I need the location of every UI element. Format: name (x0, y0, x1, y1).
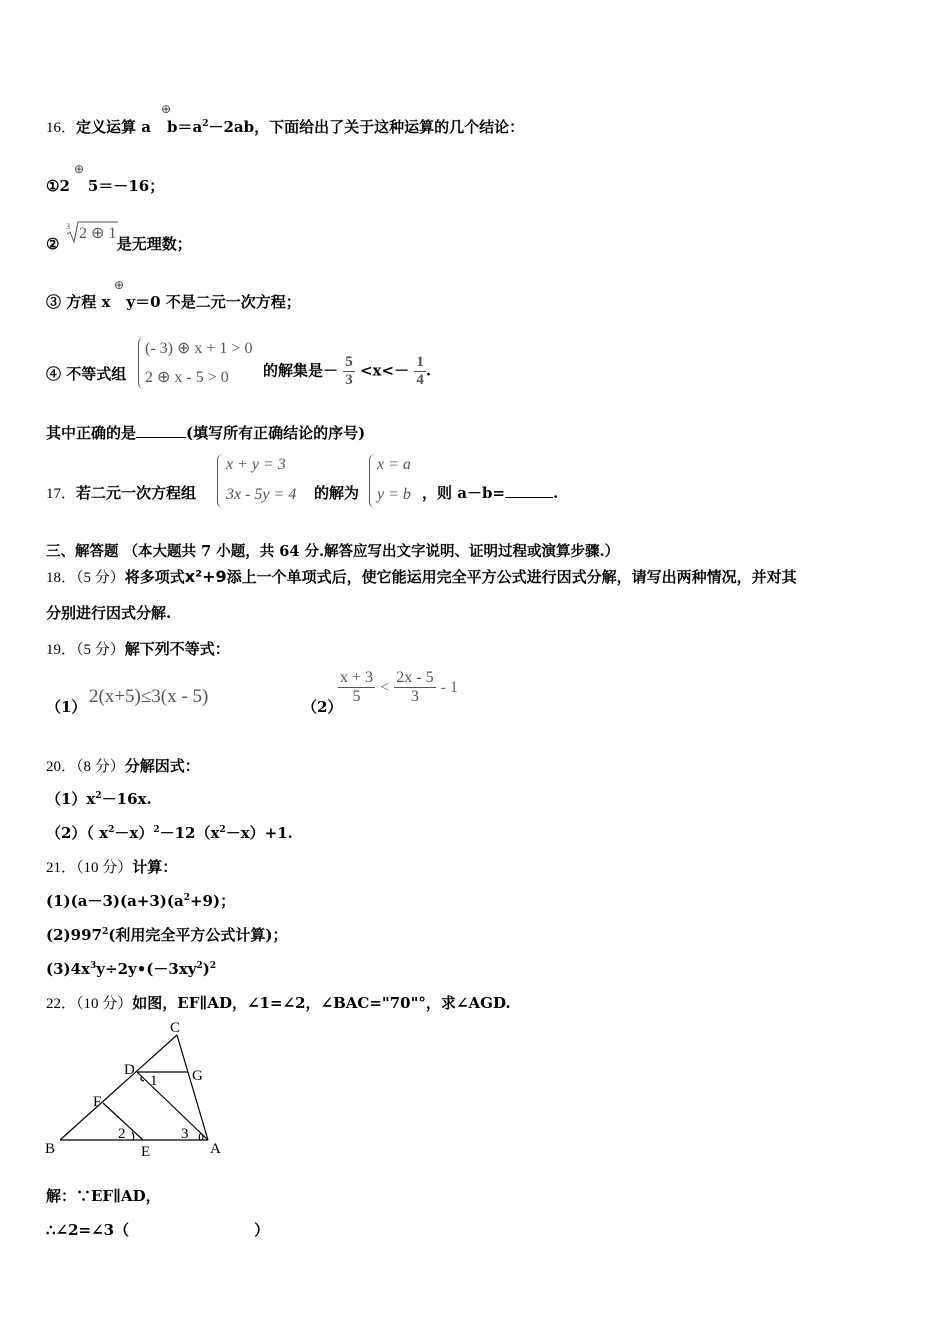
label-C: C (170, 1020, 181, 1036)
q20-stem: 20．（8 分）分解因式： (46, 757, 200, 775)
q18-line2: 分别进行因式分解. (46, 604, 172, 622)
q18-stem: 18．（5 分）将多项式x²+9添上一个单项式后，使它能运用完全平方公式进行因式分解，请写出两种情况，并对其 (46, 567, 797, 586)
equation-1: x + y = 3 (226, 456, 286, 473)
segment-CA (177, 1035, 208, 1140)
q16-conclusion-4-tail: 的解集是－ $\frac{5}{3}$ <x<－ $\frac{1}{4}$ . (263, 354, 432, 388)
oplus-symbol: ⊕ (74, 162, 85, 176)
q17-tail: ，则 a－b= . (422, 484, 559, 502)
label-G: G (192, 1068, 203, 1084)
label-angle-2: 2 (118, 1126, 126, 1142)
q19-part1-label: （1） (46, 698, 87, 716)
q19-part1-expr: 2(x+5)≤3(x - 5) (89, 686, 209, 707)
system-brace (138, 337, 145, 389)
q21-part2: $(2)997^2$(利用完全平方公式计算)； (46, 926, 288, 944)
q20-part1: $(1)x^2-16x$. (46, 790, 152, 808)
q17-stem: 17．若二元一次方程组 (46, 484, 197, 502)
label-E: E (141, 1144, 151, 1160)
label-D: D (124, 1062, 135, 1078)
oplus-symbol: ⊕ (114, 278, 125, 292)
angle-bac-arc (202, 1134, 203, 1140)
q16-conclusion-3: ③ 方程 x y＝0 不是二元一次方程； (46, 293, 301, 311)
angle-3-arc (199, 1133, 201, 1140)
label-angle-3: 3 (181, 1126, 189, 1142)
q16-conclusion-2: ② 是无理数； (46, 235, 192, 253)
q19-part2-label: （2） (302, 698, 343, 716)
solution-2: y = b (377, 486, 411, 503)
q19-part2-expr: $\frac{x + 3}{5}$ < $\frac{2x - 5}{3}$ - 1 (340, 669, 458, 705)
fraction-1-4: $\frac{1}{4}$ (416, 354, 424, 388)
geometry-figure (40, 1018, 240, 1163)
system-brace (217, 454, 224, 508)
q21-stem: 21．（10 分）计算： (46, 858, 178, 876)
q16-conclusion-4-label: ④ 不等式组 (46, 365, 127, 383)
solution-1: x = a (377, 456, 411, 473)
system-brace (369, 454, 376, 508)
q19-stem: 19．（5 分）解下列不等式： (46, 640, 230, 658)
q22-stem: 22．（10 分）如图，EF∥AD，∠1=∠2，∠BAC="70"°，求∠AGD. (46, 994, 511, 1012)
q20-part2: （2）（ $x^2-x)^2-12(x^2-x)+1$. (46, 824, 293, 842)
fraction-5-3: $\frac{5}{3}$ (345, 354, 353, 388)
q21-part1: $(1)(a-3)(a+3)(a^2+9)$； (46, 892, 236, 910)
cube-root-radicand: 2 ⊕ 1 (79, 225, 117, 242)
inequality-2: 2 ⊕ x - 5 > 0 (145, 369, 229, 386)
q16-number: 16． (46, 120, 77, 136)
fraction: $\frac{2x - 5}{3}$ (396, 669, 434, 705)
section-heading: 三、解答题 （本大题共 7 小题，共 64 分.解答应写出文字说明、证明过程或演算步骤.） (46, 543, 620, 560)
label-F: F (93, 1094, 102, 1110)
q16-ask: 其中正确的是 (填写所有正确结论的序号) (46, 424, 366, 442)
answer-blank[interactable] (136, 437, 186, 438)
svg-text:3: 3 (66, 222, 70, 231)
angle-2-arc (132, 1132, 134, 1140)
q22-solution-2: ∴∠2=∠3（ ） (46, 1221, 270, 1239)
q16-conclusion-1: ①2 5＝－16； (46, 177, 165, 195)
label-A: A (210, 1141, 221, 1157)
equation-2: 3x - 5y = 4 (226, 486, 297, 503)
q17-mid: 的解为 (314, 484, 360, 502)
segment-BC (60, 1035, 177, 1140)
inequality-1: (- 3) ⊕ x + 1 > 0 (145, 340, 253, 357)
q22-solution-1: 解：∵EF∥AD， (46, 1187, 161, 1205)
q16-stem: 16．定义运算 a $b=a^2-2ab$，下面给出了关于这种运算的几个结论： (46, 118, 525, 136)
q21-part3: $(3)4x^3y\div 2y•(-3xy^2)^2$ (46, 960, 217, 978)
label-angle-1: 1 (150, 1073, 158, 1089)
label-B: B (45, 1141, 56, 1157)
answer-blank[interactable] (505, 497, 553, 498)
oplus-symbol: ⊕ (161, 102, 172, 116)
fraction: $\frac{x + 3}{5}$ (340, 669, 374, 705)
